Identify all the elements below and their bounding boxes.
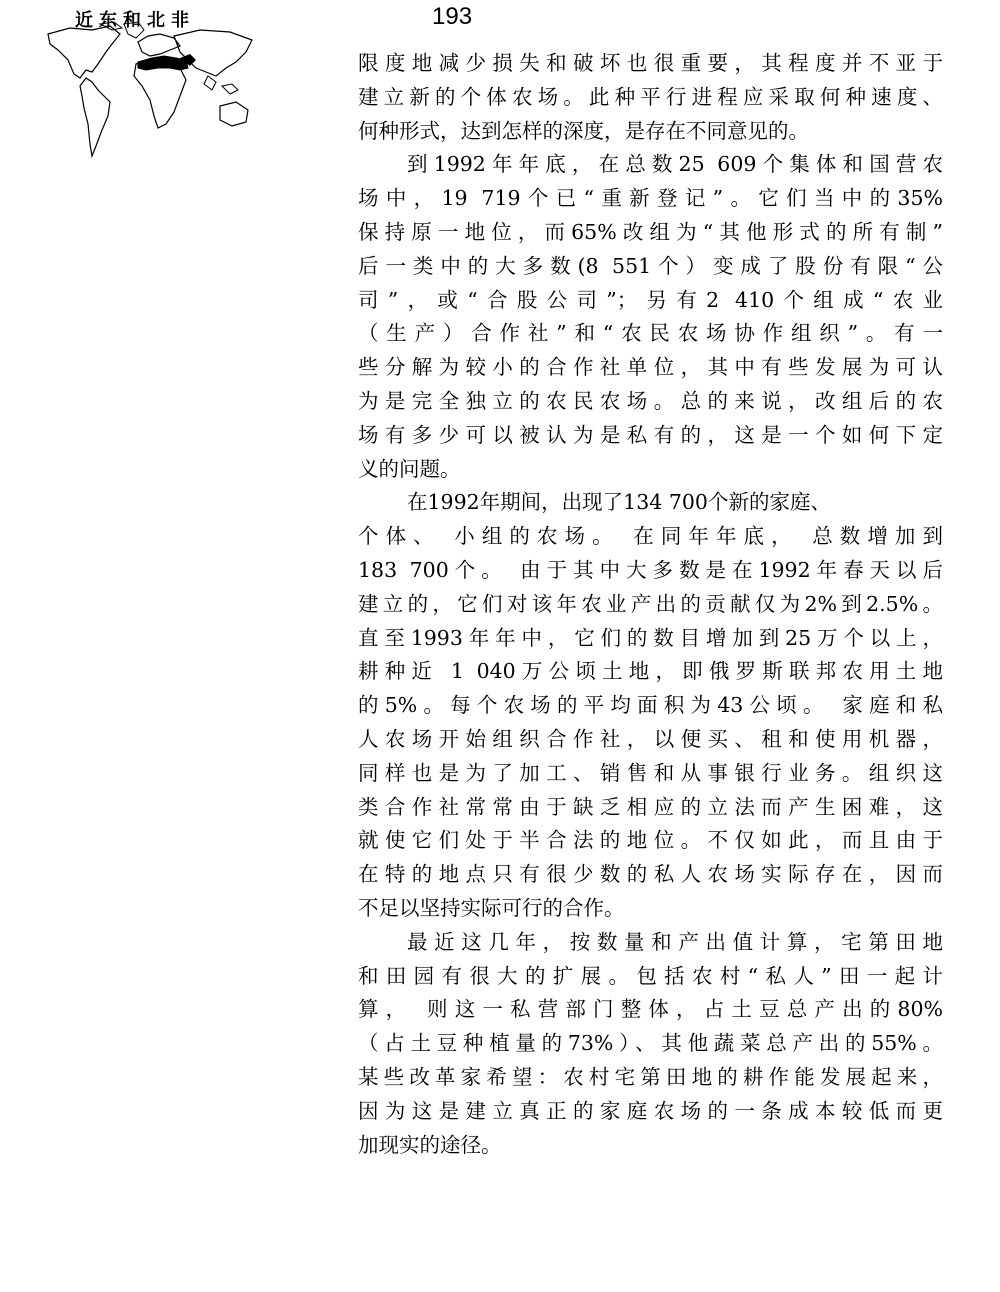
text-line: 何种形式，达到怎样的深度，是存在不同意见的。 [358, 118, 809, 143]
text-line: 算， 则这一私营部门整体，占土豆总产出的80% [358, 997, 943, 1022]
text-line: 类合作社常常由于缺乏相应的立法而产生困难，这 [358, 794, 943, 819]
text-line: 不足以坚持实际可行的合作。 [358, 895, 625, 920]
text-line: 就使它们处于半合法的地位。不仅如此，而且由于 [358, 828, 943, 853]
text-line: 义的问题。 [358, 456, 461, 481]
text-line: 场有多少可以被认为是私有的，这是一个如何下定 [358, 422, 943, 447]
world-map-icon [40, 20, 255, 160]
text-line: 到1992年年底，在总数25 609个集体和国营农 [407, 152, 943, 177]
text-line: 耕种近 1 040万公顷土地，即俄罗斯联邦农用土地 [358, 659, 943, 684]
text-line: 建立新的个体农场。此种平行进程应采取何种速度、 [358, 84, 943, 109]
text-line: 后一类中的大多数(8 551个）变成了股份有限“公 [358, 253, 943, 278]
text-line: （生产）合作社”和“农民农场协作组织”。有一 [358, 321, 943, 346]
text-line: 某些改革家希望：农村宅第田地的耕作能发展起来， [358, 1064, 943, 1089]
text-line: 在特的地点只有很少数的私人农场实际存在，因而 [358, 862, 943, 887]
text-line: 同样也是为了加工、销售和从事银行业务。组织这 [358, 760, 943, 785]
text-line: 为是完全独立的农民农场。总的来说，改组后的农 [358, 388, 943, 413]
text-line: 限度地减少损失和破坏也很重要，其程度并不亚于 [358, 51, 943, 75]
text-line: 的5%。每个农场的平均面积为43公顷。 家庭和私 [358, 693, 943, 718]
text-line: 因为这是建立真正的家庭农场的一条成本较低而更 [358, 1098, 943, 1123]
text-line: 司”，或“合股公司”；另有2 410个组成“农业 [358, 287, 943, 312]
text-line: 加现实的途径。 [358, 1132, 502, 1157]
text-line: 人农场开始组织合作社，以便买、租和使用机器， [358, 726, 943, 751]
body-text [358, 47, 943, 1162]
text-line: 场中，19 719个已“重新登记”。它们当中的35% [358, 186, 943, 211]
text-line: 建立的，它们对该年农业产出的贡献仅为2%到2.5%。 [358, 591, 943, 616]
text-line: 在1992年期间，出现了134 700个新的家庭、 [407, 490, 831, 515]
text-line: 保持原一地位，而65%改组为“其他形式的所有制” [358, 219, 943, 244]
text-line: 最近这几年，按数量和产出值计算，宅第田地 [407, 929, 943, 954]
text-line: 183 700个。 由于其中大多数是在1992年春天以后 [358, 557, 943, 582]
text-line: 些分解为较小的合作社单位，其中有些发展为可认 [358, 355, 943, 380]
text-line: 和田园有很大的扩展。包括农村“私人”田一起计 [358, 963, 943, 988]
section-title: 近东和北非 [75, 10, 195, 31]
text-line: 直至1993年年中，它们的数目增加到25万个以上， [358, 625, 943, 650]
text-line: （占土豆种植量的73%）、其他蔬菜总产出的55%。 [358, 1031, 943, 1056]
page-number: 193 [432, 3, 473, 30]
text-line: 个体、 小组的农场。 在同年年底， 总数增加到 [358, 524, 943, 549]
